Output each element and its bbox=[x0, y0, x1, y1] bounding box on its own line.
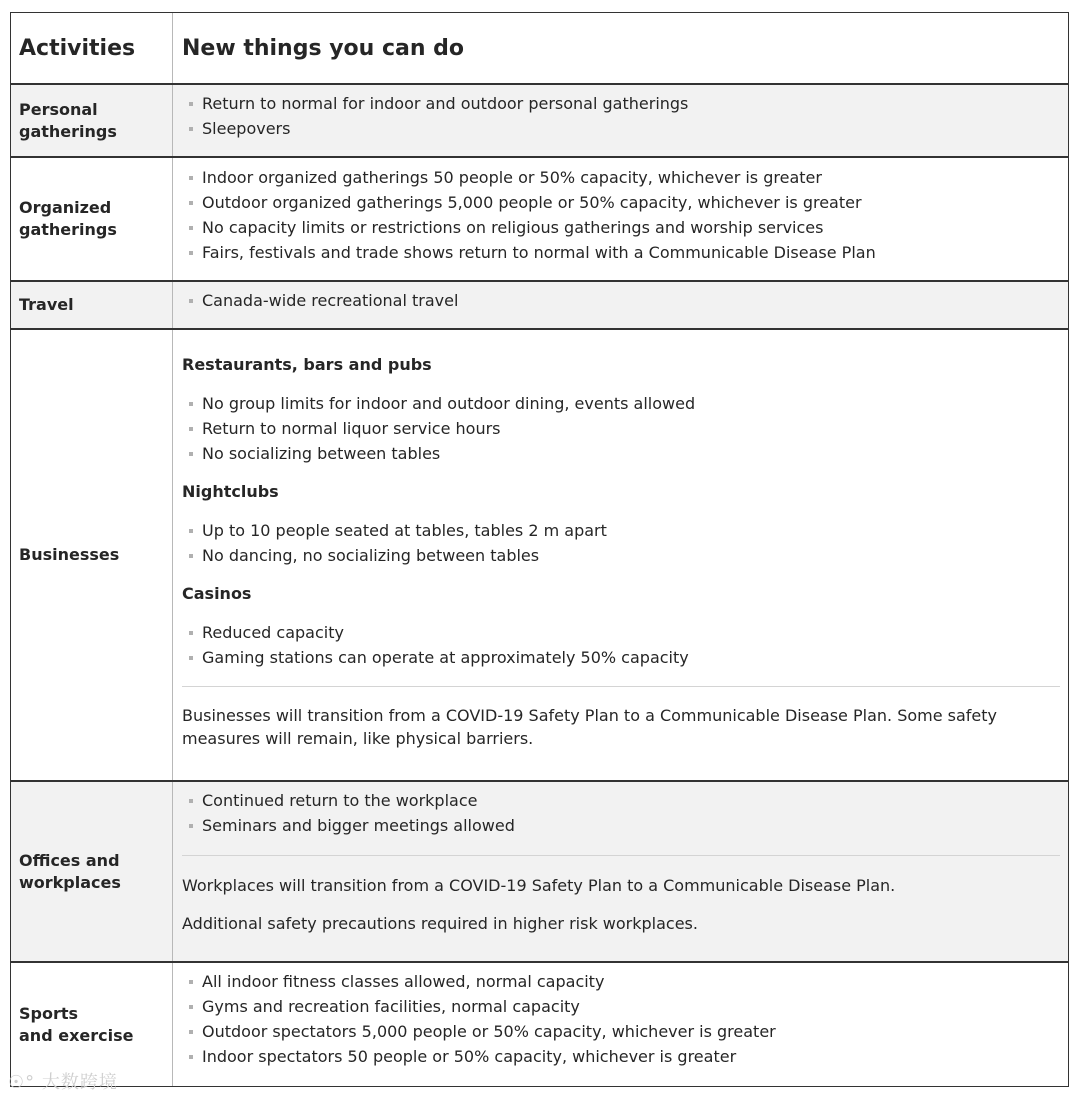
list-item: No dancing, no socializing between tables bbox=[182, 543, 1060, 568]
list-item: Indoor spectators 50 people or 50% capacity, whichever is greater bbox=[182, 1044, 1060, 1069]
divider bbox=[182, 855, 1060, 856]
label-line: workplaces bbox=[19, 872, 121, 892]
row-content bbox=[173, 158, 1068, 280]
row-offices-workplaces bbox=[11, 782, 1068, 963]
label-line: Sports bbox=[19, 1003, 79, 1023]
label-line: gatherings bbox=[19, 121, 117, 141]
list-item: Sleepovers bbox=[182, 116, 1060, 141]
businesses-note: Businesses will transition from a COVID-19 Safety Plan to a Communicable Disease Plan. Some safety measures will remain, like physical barriers. bbox=[182, 706, 998, 748]
list-item: Indoor organized gatherings 50 people or 50% capacity, whichever is greater bbox=[182, 165, 1060, 190]
row-organized-gatherings bbox=[11, 158, 1068, 282]
label-line: Personal bbox=[19, 99, 98, 119]
row-content bbox=[173, 85, 1068, 156]
watermark-icon: ☉° bbox=[8, 1072, 36, 1093]
list-item: Canada-wide recreational travel bbox=[182, 288, 1060, 313]
row-businesses bbox=[11, 330, 1068, 782]
row-content bbox=[173, 330, 1068, 780]
label-line: Offices and bbox=[19, 850, 120, 870]
section-heading-nightclubs: Nightclubs bbox=[182, 482, 279, 501]
watermark-text: 大数跨境 bbox=[41, 1072, 118, 1093]
label-line: and exercise bbox=[19, 1025, 134, 1045]
list-item: All indoor fitness classes allowed, normal capacity bbox=[182, 969, 1060, 994]
list-item: Continued return to the workplace bbox=[182, 788, 1060, 813]
label-line: Organized bbox=[19, 198, 112, 217]
offices-note-1: Workplaces will transition from a COVID-19 Safety Plan to a Communicable Disease Plan. bbox=[182, 876, 896, 895]
list-item: Return to normal for indoor and outdoor personal gatherings bbox=[182, 91, 1060, 116]
row-content bbox=[173, 282, 1068, 328]
list-item: No capacity limits or restrictions on religious gatherings and worship services bbox=[182, 215, 1060, 240]
bullet-list bbox=[182, 518, 1060, 568]
list-item: No socializing between tables bbox=[182, 441, 1060, 466]
section-heading-casinos: Casinos bbox=[182, 584, 252, 603]
row-label bbox=[11, 282, 173, 328]
bullet-list bbox=[182, 165, 1060, 265]
bullet-list bbox=[182, 788, 1060, 838]
row-label bbox=[11, 85, 173, 156]
row-personal-gatherings bbox=[11, 85, 1068, 158]
label-line: Travel bbox=[19, 295, 74, 314]
list-item: Return to normal liquor service hours bbox=[182, 416, 1060, 441]
bullet-list bbox=[182, 288, 1060, 313]
list-item: Fairs, festivals and trade shows return to normal with a Communicable Disease Plan bbox=[182, 240, 1060, 265]
list-item: Gaming stations can operate at approximately 50% capacity bbox=[182, 645, 1060, 670]
row-sports-exercise bbox=[11, 963, 1068, 1086]
row-label bbox=[11, 330, 173, 780]
bullet-list bbox=[182, 91, 1060, 141]
bullet-list bbox=[182, 969, 1060, 1069]
header-new-things: New things you can do bbox=[182, 35, 465, 61]
divider bbox=[182, 686, 1060, 687]
row-content bbox=[173, 963, 1068, 1086]
watermark bbox=[8, 1068, 118, 1094]
activities-table bbox=[10, 12, 1069, 1087]
list-item: Gyms and recreation facilities, normal capacity bbox=[182, 994, 1060, 1019]
header-activities: Activities bbox=[11, 13, 173, 83]
list-item: Seminars and bigger meetings allowed bbox=[182, 813, 1060, 838]
row-label bbox=[11, 782, 173, 961]
label-line: gatherings bbox=[19, 220, 117, 239]
section-heading-restaurants: Restaurants, bars and pubs bbox=[182, 355, 432, 374]
list-item: Reduced capacity bbox=[182, 620, 1060, 645]
list-item: Outdoor organized gatherings 5,000 people or 50% capacity, whichever is greater bbox=[182, 190, 1060, 215]
list-item: No group limits for indoor and outdoor dining, events allowed bbox=[182, 391, 1060, 416]
bullet-list bbox=[182, 620, 1060, 670]
offices-note-2: Additional safety precautions required in higher risk workplaces. bbox=[182, 914, 698, 933]
row-label bbox=[11, 158, 173, 280]
table-header bbox=[11, 13, 1068, 85]
row-content bbox=[173, 782, 1068, 961]
list-item: Up to 10 people seated at tables, tables 2 m apart bbox=[182, 518, 1060, 543]
row-travel bbox=[11, 282, 1068, 330]
bullet-list bbox=[182, 391, 1060, 466]
list-item: Outdoor spectators 5,000 people or 50% capacity, whichever is greater bbox=[182, 1019, 1060, 1044]
label-line: Businesses bbox=[19, 545, 120, 564]
